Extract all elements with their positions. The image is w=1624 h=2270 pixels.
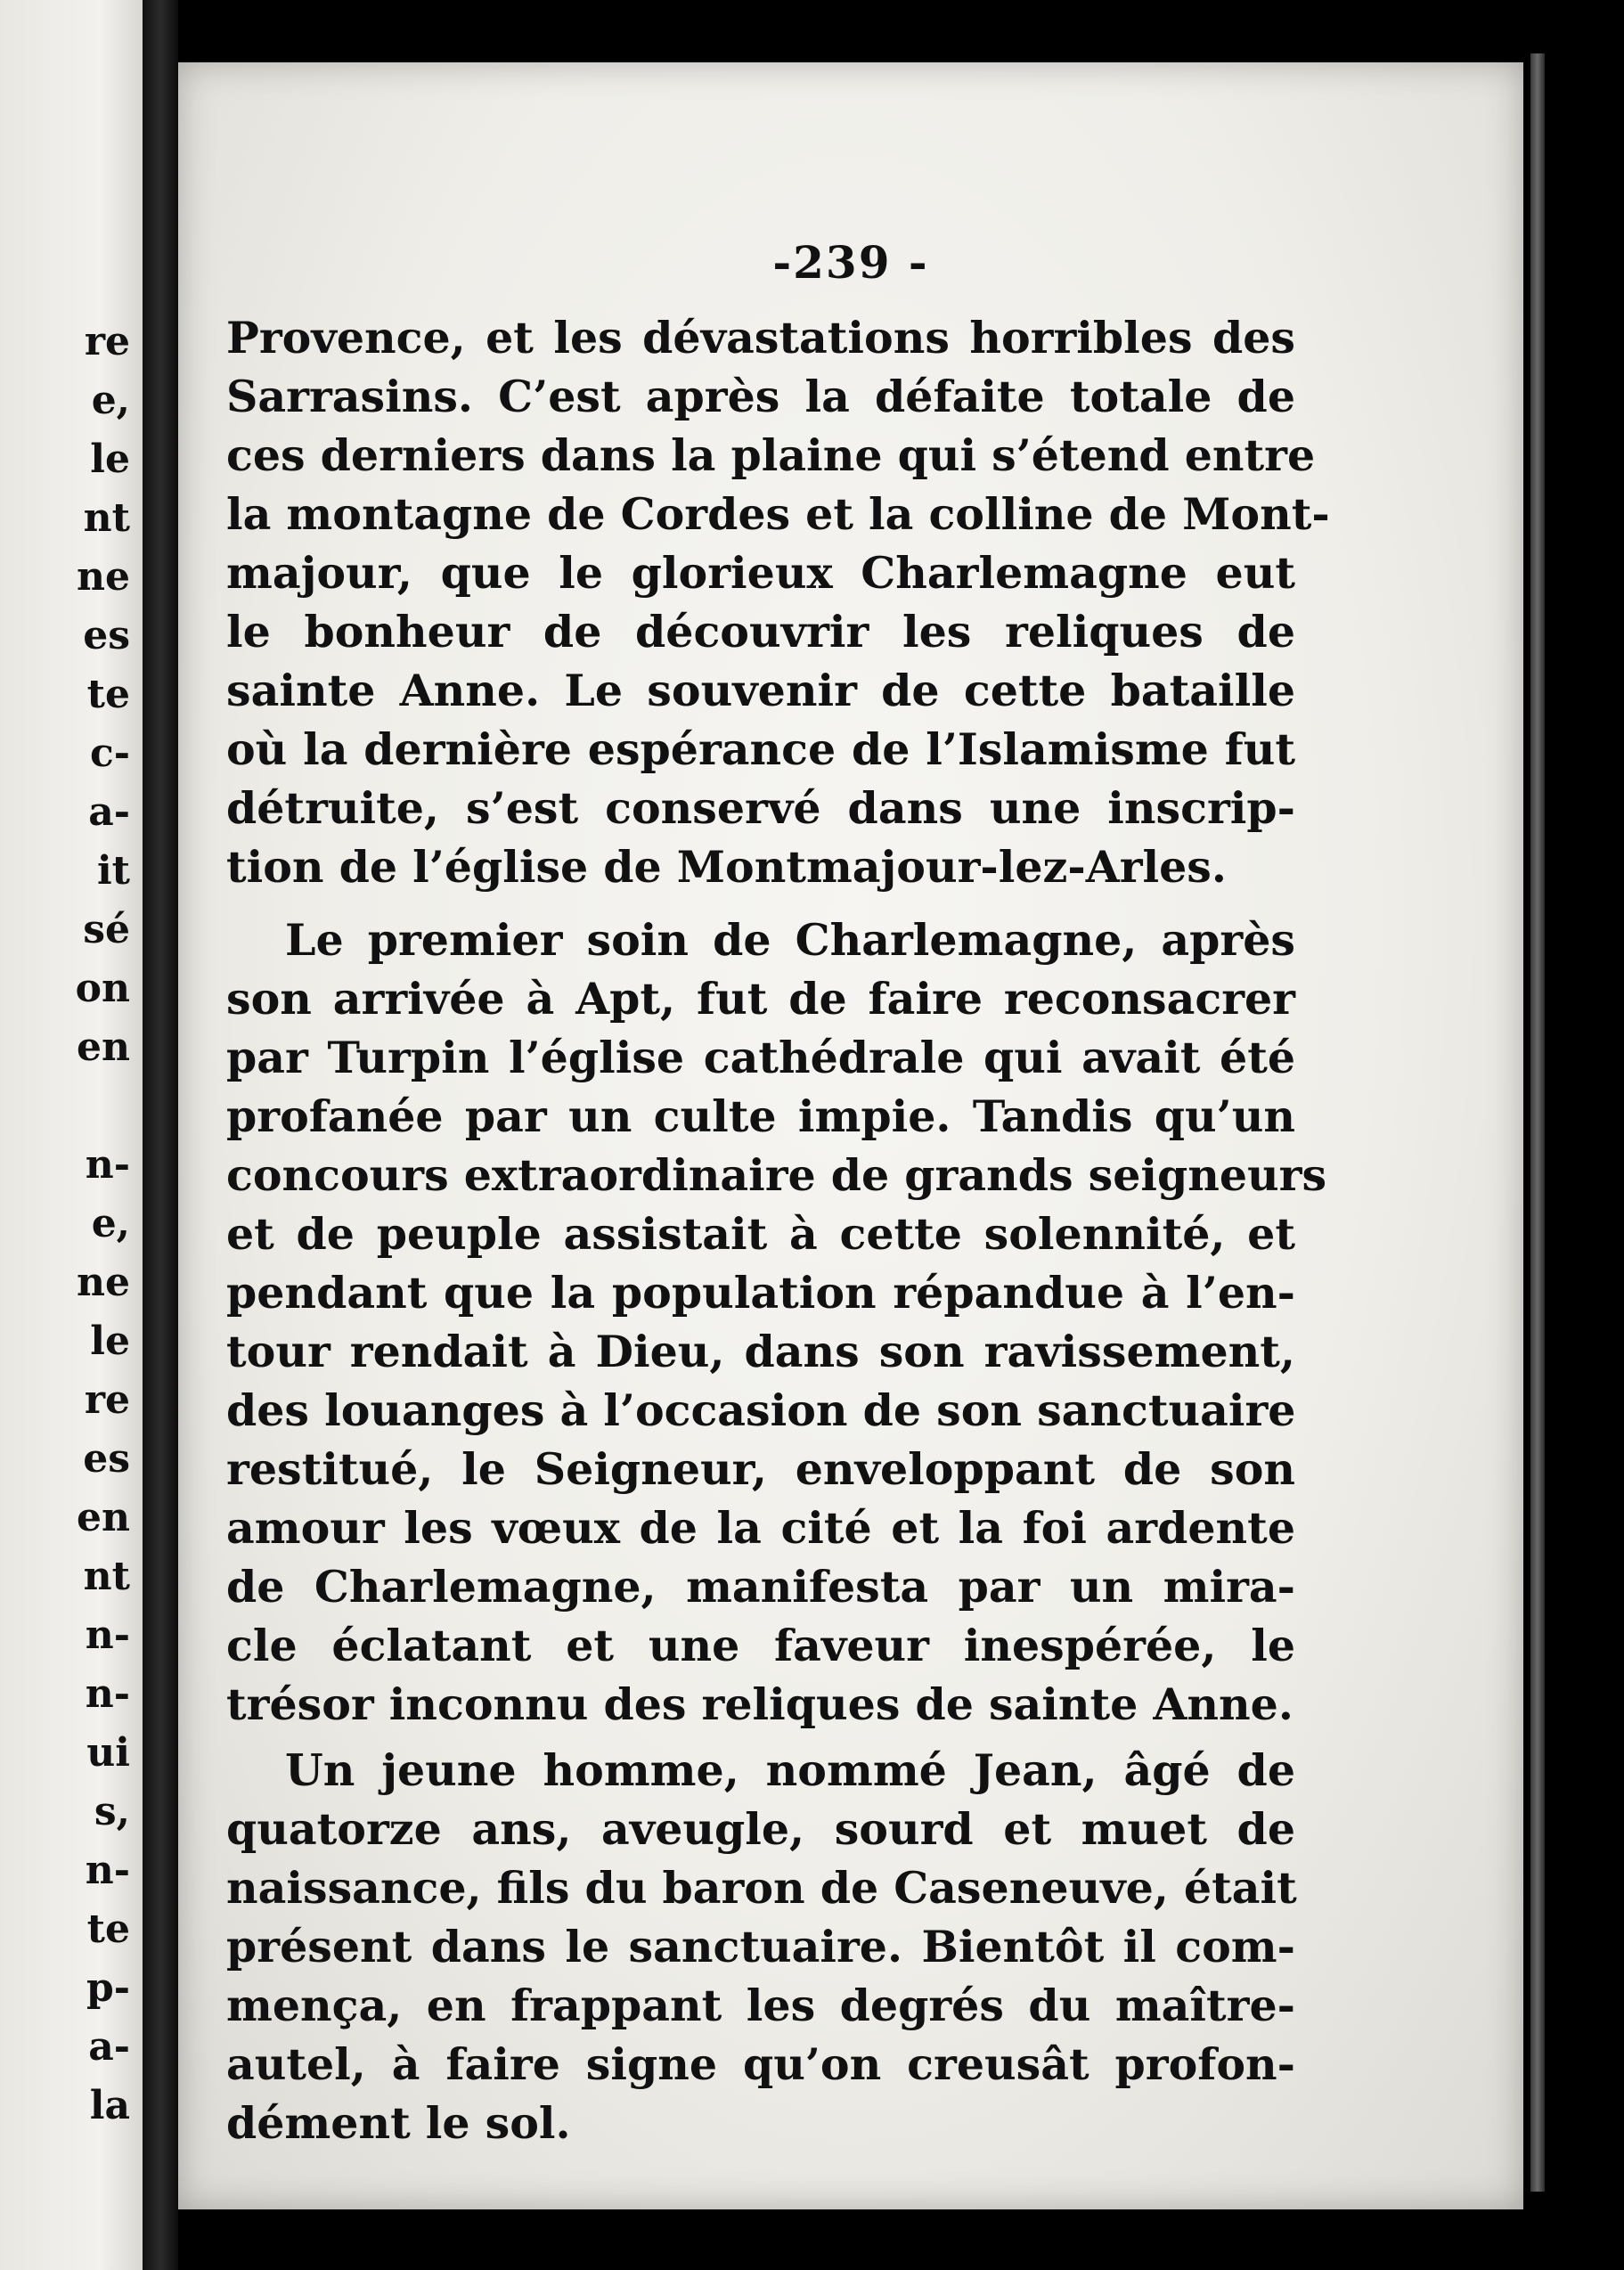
text-line: autel, à faire signe qu’on creusât profon-: [226, 2038, 1295, 2090]
text-line: amour les vœux de la cité et la foi ardente: [226, 1502, 1295, 1554]
margin-fragment: n-: [85, 1671, 130, 1717]
margin-fragment: e,: [91, 1201, 130, 1246]
page-number: -239 -: [772, 236, 929, 289]
margin-fragment: a-: [88, 789, 130, 835]
margin-fragment: ne: [77, 554, 130, 600]
margin-fragment: sé: [83, 907, 130, 952]
margin-fragment: es: [83, 613, 130, 658]
text-line: trésor inconnu des reliques de sainte Anne.: [226, 1678, 1293, 1730]
text-line: cle éclatant et une faveur inespérée, le: [226, 1620, 1295, 1671]
margin-fragment: a-: [88, 2024, 130, 2070]
margin-fragment: e,: [91, 378, 130, 423]
margin-fragment: en: [77, 1025, 130, 1070]
margin-fragment: te: [86, 1907, 130, 1952]
margin-fragment: te: [86, 672, 130, 717]
text-line: profanée par un culte impie. Tandis qu’un: [226, 1090, 1295, 1142]
text-line: ces derniers dans la plaine qui s’étend entre: [226, 429, 1316, 481]
text-line: quatorze ans, aveugle, sourd et muet de: [226, 1803, 1295, 1855]
book-page: [178, 62, 1523, 2209]
text-line: concours extraordinaire de grands seigneurs: [226, 1149, 1327, 1201]
text-line: dément le sol.: [226, 2097, 571, 2149]
text-line: la montagne de Cordes et la colline de Mont-: [226, 488, 1330, 540]
margin-fragment: en: [77, 1495, 130, 1540]
margin-fragment: re: [84, 319, 130, 364]
margin-fragment: es: [83, 1436, 130, 1482]
margin-fragment: ne: [77, 1260, 130, 1305]
text-line: de Charlemagne, manifesta par un mira-: [226, 1561, 1295, 1613]
margin-fragment: nt: [83, 495, 130, 541]
text-line: Provence, et les dévastations horribles des: [226, 312, 1295, 363]
text-line: où la dernière espérance de l’Islamisme fut: [226, 723, 1295, 775]
margin-fragment: it: [96, 848, 130, 894]
text-line: sainte Anne. Le souvenir de cette bataille: [226, 665, 1295, 716]
text-line: restitué, le Seigneur, enveloppant de son: [226, 1443, 1295, 1495]
text-line: des louanges à l’occasion de son sanctuaire: [226, 1384, 1296, 1436]
text-line: majour, que le glorieux Charlemagne eut: [226, 547, 1295, 599]
text-line: naissance, fils du baron de Caseneuve, était: [226, 1862, 1297, 1914]
margin-fragment: le: [90, 1319, 130, 1364]
text-line: détruite, s’est conservé dans une inscrip-: [226, 782, 1295, 834]
margin-fragment: nt: [83, 1554, 130, 1599]
text-line: et de peuple assistait à cette solennité, et: [226, 1208, 1295, 1260]
text-line: pendant que la population répandue à l’en-: [226, 1267, 1295, 1319]
margin-fragment: n-: [85, 1613, 130, 1658]
text-line: le bonheur de découvrir les reliques de: [226, 606, 1295, 657]
margin-fragment: re: [84, 1377, 130, 1423]
paragraph-start: Le premier soin de Charlemagne, après: [285, 914, 1295, 966]
book-gutter: [143, 0, 178, 2270]
margin-fragment: p-: [86, 1965, 130, 2011]
text-line: mença, en frappant les degrés du maître-: [226, 1980, 1295, 2031]
text-line: présent dans le sanctuaire. Bientôt il com-: [226, 1921, 1295, 1972]
margin-fragment: n-: [85, 1142, 130, 1188]
text-line: tion de l’église de Montmajour-lez-Arles.: [226, 841, 1227, 893]
margin-fragment: ui: [86, 1730, 130, 1776]
margin-fragment: c-: [89, 731, 130, 776]
margin-fragment: on: [75, 966, 130, 1011]
text-line: tour rendait à Dieu, dans son ravissement,: [226, 1326, 1295, 1377]
margin-fragment: n-: [85, 1848, 130, 1893]
margin-fragment: s,: [94, 1789, 130, 1834]
paragraph-start: Un jeune homme, nommé Jean, âgé de: [285, 1744, 1295, 1796]
scan-border: [1523, 0, 1624, 2270]
margin-fragment: le: [90, 437, 130, 482]
previous-page-fragment: [0, 0, 143, 2270]
margin-fragment: la: [89, 2083, 130, 2128]
text-line: par Turpin l’église cathédrale qui avait été: [226, 1032, 1295, 1083]
text-line: Sarrasins. C’est après la défaite totale de: [226, 371, 1295, 422]
page-edge: [1530, 53, 1545, 2192]
text-line: son arrivée à Apt, fut de faire reconsacrer: [226, 973, 1295, 1025]
